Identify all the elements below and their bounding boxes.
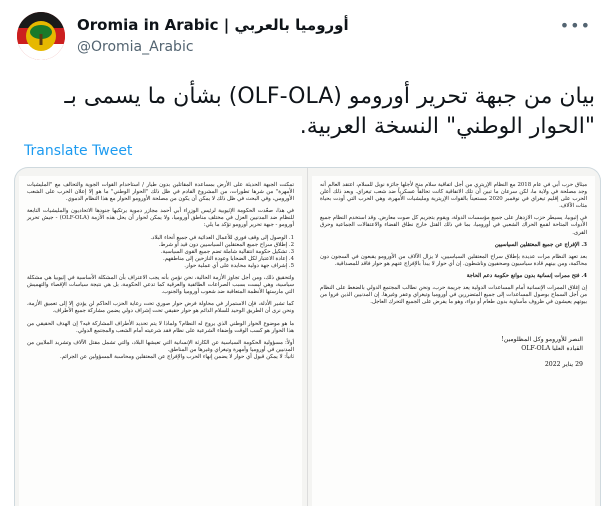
document-paragraph: بعد تعهد النظام مرات عديدة بإطلاق سراح المعتقلين السياسيين، لا يزال الآلاف من الأورومو يقبعون في السجون دون محاكمة، ومن بينهم قادة سياسيون وصحفيون وناشطون. إن أي حوار لا يبدأ بالإفراج عنهم هو حوار فاقد للمصداقية.: [320, 253, 587, 267]
document-paragraph: في إثيوبيا، يسيطر حزب الازدهار على جميع مؤسسات الدولة، ويقوم بتجريم كل صوت معارض. وقد استخدم النظام جميع الأدوات المتاحة لقمع الحراك الشعبي في أوروميا، بما في ذلك القتل خارج نطاق القضاء والاعتقالات الجماعية وحرق القرى.: [320, 215, 587, 236]
signature-line: النصر للأورومو وكل المظلومين!: [501, 336, 583, 344]
document-paragraph: تمكنت الجبهة الحديثة على الأرض بمساعدة المقاتلين بدون طيار / استاخدام القوات الجوية والتحالف مع "المليشيات الأمهرة" من شرها تطورات، من المشروع القادم في ظل ذلك "الحوار الوطني" ما هو إلا إعلان الحرب على الشعب الأورومي، وفي البحث في ظل ذلك لا يمكن أن يكون من مصلحة الأورومو الحوار مع هذا النظام الدموي.: [27, 182, 294, 203]
tweet-text: بيان من جبهة تحرير أورومو (OLF-OLA) بشأن ما يسمى بـ "الحوار الوطني" النسخة العربية.: [64, 84, 595, 139]
document-paragraph: ميثاق حرب أبي في عام 2018 مع النظام الإريتري من أجل اتفاقية سلام منح لأجلها جائزة نوبل للسلام، اعتقد العالم أنه وجد مصلحة في ولاية ما، لكن سرعان ما تبين أن تلك الاتفاقية كانت تحالفاً عسكرياً ضد شعب تيغراي. وبعد ذلك أعلن الحرب على إقليم تيغراي في نوفمبر 2020 مستعيناً بالقوات الإريترية ومليشيات الأمهرة، وهي الحرب التي أودت بحياة مئات الآلاف.: [320, 182, 587, 210]
oromo-flag-tree-icon: [17, 12, 65, 60]
signature-line: القيادة العليا OLF-OLA: [521, 344, 583, 352]
document-paragraph: في هذا، صعّدت الحكومة الإثيوبية لرئيس الوزراء أبي أحمد مجازر دموية يرتكبها جنودها الاتحاديون والمليشيات التابعة للنظام ضد المدنيين العزل في مختلف مناطق أوروميا، ولا يمكن لحوار أن يحل هذه الأزمة (OLF-OLA) - جيش تحرير أورومو - جبهة تحرير أورومو تؤكد ما يلي:: [27, 208, 295, 229]
tweet-image[interactable]: [14, 167, 601, 506]
avatar[interactable]: [17, 12, 65, 60]
tweet-header: [0, 0, 613, 78]
document-section-heading: 3. الإفراج عن جميع المعتقلين السياسيين: [494, 241, 587, 248]
document-page-right: [312, 176, 595, 506]
document-section-heading: 4. فتح ممرات إنسانية بدون موانع حكومة دعم الحاجة: [466, 272, 587, 279]
document-date: 29 يناير 2022: [544, 361, 583, 369]
document-signature: [320, 336, 587, 370]
document-demands-list: 1. الوصول إلى وقف فوري للأعمال العدائية في جميع أنحاء البلاد. 2. إطلاق سراح جميع المعتقلين السياسيين دون قيد أو شرط. 3. تشكيل حكومة انتقالية شاملة تضم جميع القوى السياسية. 4. إعادة الاعتبار لكل الضحايا وعودة النازحين إلى مناطقهم. 5. إشراف جهة دولية محايدة على أي عملية حوار.: [150, 234, 294, 269]
document-paragraph: كما تشير الأدلة، فإن الاستمرار في محاولة فرض حوار صوري تحت رعاية الحزب الحاكم لن يؤدي إلا إلى تعميق الأزمة، ونحن نرى أن الطريق الوحيد للسلام الدائم هو حوار حقيقي تحت إشراف دولي يضمن مشاركة جميع الأطراف.: [27, 301, 294, 315]
page-divider: [307, 168, 308, 506]
document-paragraph: أولاً: مسؤولية الحكومة السياسية عن الكارثة الإنسانية التي تعيشها البلاد، والتي تشمل مقتل الآلاف وتشريد الملايين من المدنيين في أوروميا وأمهرة وتيغراي وغيرها من المناطق. ثانياً: لا يمكن قبول أي حوار لا يضمن إنهاء الحرب والإفراج عن المعتقلين ومحاسبة المسؤولين عن الجرائم.: [27, 339, 294, 360]
account-handle[interactable]: @Oromia_Arabic: [77, 39, 194, 55]
document-paragraph: ولتحقيق ذلك، ومن أجل تجاوز الأزمة الحالية، نحن نؤمن بأنه يجب الاعتراف بأن المشكلة الأساسية في إثيوبيا هي مشكلة سياسية، وهي ليست بسبب الصراعات الطائفية والعرقية كما تدعي الحكومة، بل هي نتيجة سياسات الإقصاء والتهميش التي مارستها الأنظمة المتعاقبة ضد شعوب أوروميا والجنوب.: [27, 275, 294, 296]
document-paragraph: ما هو موضوع الحوار الوطني الذي يروج له النظام؟ ولماذا لا يتم تحديد الأطراف المشاركة فيه؟ إن الهدف الحقيقي من هذا الحوار هو كسب الوقت وإضفاء الشرعية على نظام فقد شرعيته أمام الشعب والمجتمع الدولي.: [27, 320, 294, 334]
account-display-name[interactable]: Oromia in Arabic | أوروميا بالعربي: [77, 16, 349, 34]
document-page-left: [19, 176, 302, 506]
translate-tweet-link[interactable]: Translate Tweet: [24, 143, 133, 159]
document-paragraph: إن إغلاق الممرات الإنسانية أمام المساعدات الدولية يعد جريمة حرب، ونحن نطالب المجتمع الدولي بالضغط على النظام من أجل السماح بوصول المساعدات إلى جميع المتضررين في أوروميا وتيغراي وعفر وغيرها. إن المدنيين الذين فروا من بيوتهم يعيشون في ظروف مأساوية بدون طعام أو دواء، وهو ما يفرض على الجميع التحرك العاجل.: [320, 285, 587, 306]
more-icon[interactable]: •••: [559, 16, 591, 35]
